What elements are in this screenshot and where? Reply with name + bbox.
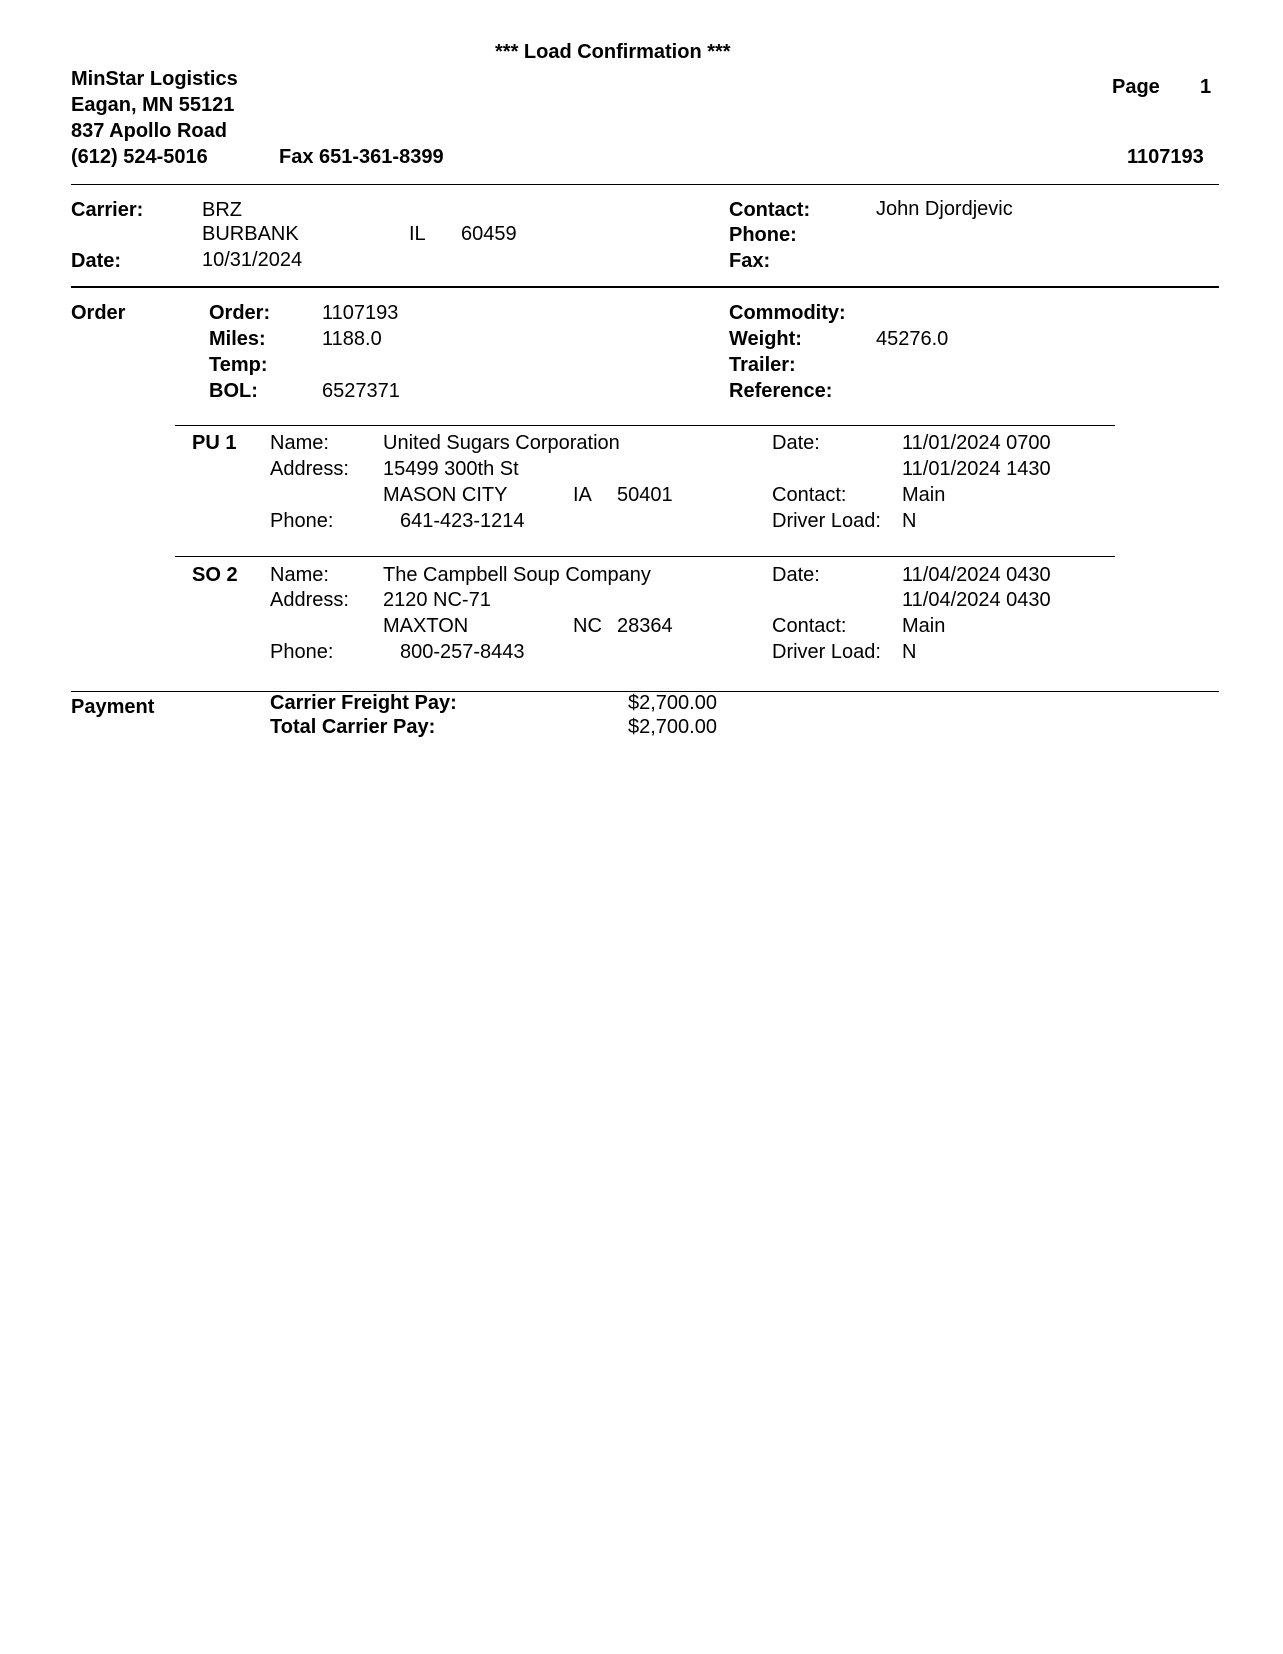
stop-name-label: Name: [270,432,329,454]
stop-name: United Sugars Corporation [383,432,620,454]
stop-code: PU 1 [192,432,237,454]
payment-section-label: Payment [71,696,155,718]
miles-label: Miles: [209,328,266,350]
reference-number: 1107193 [1127,146,1204,168]
stop-state: IA [573,484,592,506]
company-name: MinStar Logistics [71,68,238,90]
carrier-contact-label: Contact: [729,199,811,221]
stop-divider [175,425,1115,426]
carrier-label: Carrier: [71,199,144,221]
page-number: 1 [1200,76,1212,98]
stop-city: MAXTON [383,615,469,637]
divider [71,286,1219,288]
stop-address: 2120 NC-71 [383,589,491,611]
weight-value: 45276.0 [876,328,949,350]
carrier-state: IL [409,223,426,245]
order-label: Order: [209,302,271,324]
bol-label: BOL: [209,380,258,402]
stop-driver-load: N [902,641,917,663]
temp-label: Temp: [209,354,268,376]
stop-contact-label: Contact: [772,615,847,637]
carrier-date-label: Date: [71,250,122,272]
stop-date-label: Date: [772,564,820,586]
company-street: 837 Apollo Road [71,120,227,142]
document-title: *** Load Confirmation *** [495,41,731,63]
total-pay-label: Total Carrier Pay: [270,716,436,738]
carrier-city: BURBANK [202,223,299,245]
stop-contact: Main [902,484,946,506]
company-phone: (612) 524-5016 [71,146,208,168]
stop-address-label: Address: [270,458,349,480]
freight-pay-value: $2,700.00 [628,692,717,714]
stop-name-label: Name: [270,564,329,586]
total-pay-value: $2,700.00 [628,716,717,738]
commodity-label: Commodity: [729,302,846,324]
stop-name: The Campbell Soup Company [383,564,651,586]
stop-date-label: Date: [772,432,820,454]
miles-value: 1188.0 [322,328,382,350]
order-value: 1107193 [322,302,399,324]
weight-label: Weight: [729,328,802,350]
stop-zip: 50401 [617,484,673,506]
carrier-code: BRZ [202,199,242,221]
company-fax: Fax 651-361-8399 [279,146,444,168]
stop-date-2: 11/01/2024 1430 [902,458,1051,480]
stop-contact: Main [902,615,946,637]
order-section-label: Order [71,302,126,324]
reference-label: Reference: [729,380,833,402]
stop-address-label: Address: [270,589,349,611]
stop-driver-load-label: Driver Load: [772,641,881,663]
carrier-contact: John Djordjevic [876,198,1013,220]
stop-divider [175,556,1115,557]
stop-city: MASON CITY [383,484,508,506]
freight-pay-label: Carrier Freight Pay: [270,692,457,714]
stop-phone: 641-423-1214 [400,510,525,532]
carrier-fax-label: Fax: [729,250,771,272]
carrier-zip: 60459 [461,223,517,245]
stop-date-2: 11/04/2024 0430 [902,589,1051,611]
carrier-phone-label: Phone: [729,224,797,246]
stop-phone-label: Phone: [270,510,334,532]
stop-date-1: 11/01/2024 0700 [902,432,1051,454]
stop-date-1: 11/04/2024 0430 [902,564,1051,586]
stop-state: NC [573,615,602,637]
divider [71,184,1219,185]
stop-contact-label: Contact: [772,484,847,506]
stop-driver-load-label: Driver Load: [772,510,881,532]
stop-phone: 800-257-8443 [400,641,525,663]
stop-driver-load: N [902,510,917,532]
company-city: Eagan, MN 55121 [71,94,235,116]
stop-address: 15499 300th St [383,458,519,480]
bol-value: 6527371 [322,380,400,402]
stop-code: SO 2 [192,564,238,586]
stop-phone-label: Phone: [270,641,334,663]
trailer-label: Trailer: [729,354,796,376]
carrier-date: 10/31/2024 [202,249,303,271]
stop-zip: 28364 [617,615,673,637]
page-label: Page [1112,76,1160,98]
